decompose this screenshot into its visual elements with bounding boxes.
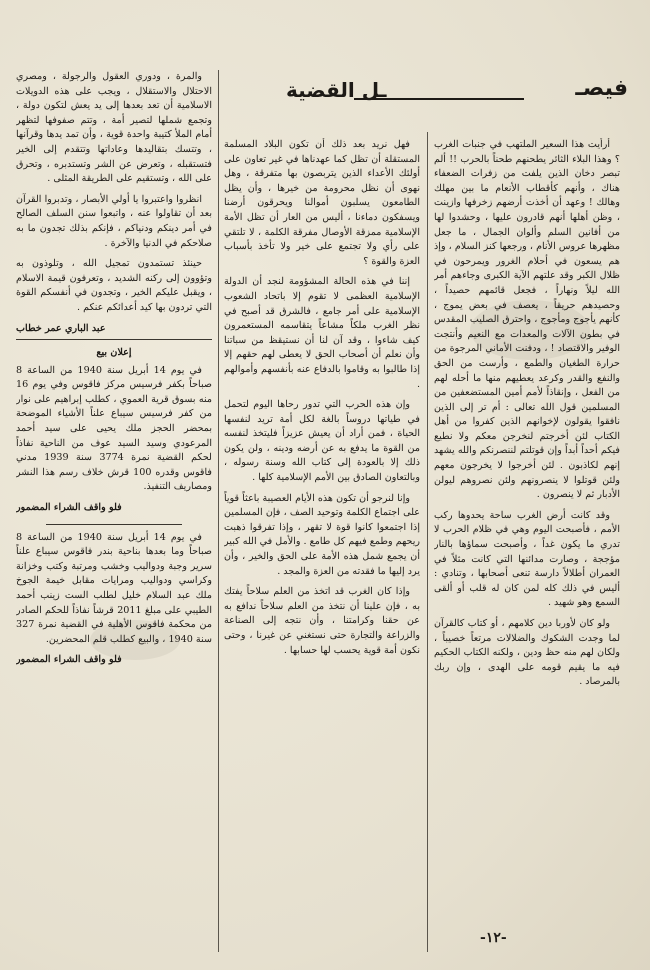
article-column-middle <box>224 138 420 948</box>
paragraph: انظروا واعتبروا يا أولي الأبصار ، وتدبروا القرآن بعد أن تقاولوا عنه ، واتبعوا سنن السلف الصالح في أمر دينكم ودنياكم ، فإنكم بذلك تجدون ما به صلاحكم في الدنيا والآخرة . <box>16 193 212 249</box>
article-column-right <box>434 138 620 948</box>
sale-notice-title: إعلان بيع <box>96 347 132 359</box>
paragraph: أرأيت هذا السعير الملتهب في جنبات الغرب ؟ وهذا البلاء الثائر يطحنهم طحناً بالحرب !! ألم تبصر دخان الذين يلفت من زفرات الضعفاء هناك ، وأنهم كأقطاب الأنعام ما بين مهلك وهالك ! وعهد أن أخذت أرضهم زخرفها وازينت ، وظن أهلها أنهم قادرون عليها ، وحشدوا لها من أفانين السلم وألوان الجمال ، ما جعل مظهرها عروس الأنام ، ورجعها كنز السلام ، وإذ هم يسعون في أحلام الغرور ويمرحون في ظلال الكبر وقد علتهم الآية الكبرى وجاءهم أمر الله ليلاً ونهاراً ، فجعل قائمهم حصيداً ، وحصيدهم حريقاً ، يعصف في بعض يموج ، كأنهم يأجوج ومأجوج ، واحترق الصليب المقدس في بطون الآلات والمعدات مع النعيم وأنتجت الوفير والاقتصاد ! ، ودفنت الأماني المرجوة من حرارة الطغيان والطمع ، وأرست من الحق والنفع والقدر وكرعد يعطيهم منها ما أحله لهم من الفعل ، وإنقاذاً لأمم أمين المستضعفين من المسلمين قول الله تعالى : أم تر إلى الذين نافقوا يقولون لإخوانهم الذين كفروا من أهل الكتاب لئن أخرجتم لنخرجن معكم ولا نطيع فيكم أحداً أبداً وإن قوتلتم لننصرنكم والله يشهد إنهم لكاذبون . لئن أخرجوا لا يخرجون معهم ولئن قوتلوا لا ينصرونهم ولئن نصروهم ليولن الأدبار ثم لا ينصرون . <box>434 139 620 501</box>
article-column-left <box>16 70 212 948</box>
column-divider-left <box>218 70 219 952</box>
paragraph: فهل نريد بعد ذلك أن تكون البلاد المسلمة المستقلة أن تظل كما عهدناها في غير تعاون على أولئك الأعداء الذين يتربصون بها متفرقة ، وهل نهوى أن نظل محرومة من خيرها ، وأن يظل الطامعون يسلبون أموالنا ويحرقون أرضنا ويسفكون دماءنا ، أليس من العار أن تظل الأمة الإسلامية ممزقة الأوصال مفرقة الكلمة ، لا تلتقي على رأي ولا تجتمع على خير ولا تأخذ بأسباب العزة والقوة ؟ <box>224 139 420 267</box>
paragraph: وإذا كان الغرب قد اتخذ من العلم سلاحاً يفتك به ، فإن علينا أن نتخذ من العلم سلاحاً ندافع به عن حقنا وكرامتنا ، وأن نتجه إلى الصناعة والزراعة والتجارة حتى نستغني عن غيرنا ، وحتى نكون أمة قوية يحسب لها حسابها . <box>224 586 420 656</box>
paragraph: ولو كان لأوربا دين كلامهم ، أو كتاب كالقرآن لما وجدت الشكوك والضلالات مرتعاً خصيباً ، ولكان لهم منه حظ ودين ، ولكنه الكتاب الحكيم فيه ما يقيم قومه على الهدى ، وإن ربك بالمرصاد . <box>434 618 620 688</box>
sale-notice-body: في يوم 14 أبريل سنة 1940 من الساعة 8 صباحاً وما بعدها بناحية بندر فاقوس سيباع علناً سرير وجبة ودواليب وخشب ومرتبة وكتب وخزانة وكراسي ودواليب ومرايات مقابل خيمة الجوخ ملك عبد السلام خليل لطلب الست زينب أحمد الطيبي على مبلغ 2011 قرشاً نفاذاً للحكم الصادر من محكمة فاقوس الأهلية في القضية نمرة 327 سنة 1940 ، والبيع كطلب قلم المحضرين. <box>16 531 212 645</box>
author-signature: عبد الباري عمر خطاب <box>16 322 106 334</box>
signature-rule <box>16 339 212 340</box>
sale-notice-sign: فلو واقف الشراء المضمور <box>16 502 122 514</box>
column-divider-right <box>427 132 428 952</box>
paragraph: وإنا لنرجو أن تكون هذه الأيام العصيبة باعثاً قوياً على اجتماع الكلمة وتوحيد الصف ، فإن المسلمين إذا اجتمعوا كانوا قوة لا تقهر ، وإذا تفرقوا ذهبت ريحهم وطمع فيهم كل طامع . والأمل في الله كبير أن يجمع شمل هذه الأمة على الحق والخير ، وأن يرد إليها ما فقدته من العزة والمجد . <box>224 492 420 577</box>
heading-part-1: فيصـ <box>575 76 628 101</box>
sale-notice-sign: فلو واقف الشراء المضمور <box>16 654 122 666</box>
paragraph: إننا في هذه الحالة المشؤومة لنجد أن الدولة الإسلامية العظمى لا تقوم إلا باتحاد الشعوب الإسلامية على أمر جامع ، فالشرق قد أصبح في نظر الغرب ملكاً مشاعاً يتقاسمه المستعمرون كيف شاءوا ، وقد آن لنا أن نستيقظ من سباتنا وأن نعلم أن أصحاب الحق لا يعطى لهم حقهم إلا إذا طالبوا به وقاموا بالدفاع عنه بأنفسهم وأموالهم . <box>224 276 420 390</box>
heading-part-2: ـل القضية <box>286 78 387 102</box>
paragraph: حينئذ تستمدون تمجيل الله ، وتلوذون به وتؤوون إلى ركنه الشديد ، وتعرفون قيمة الاسلام ، ويقبل عليكم الخير ، وتجدون في أنفسكم القوة التي تردون بها كيد أعدائكم عنكم . <box>16 258 212 313</box>
paragraph: والمرة ، ودوري العقول والرجولة ، ومصري الاحتلال والاستقلال ، ويجب على هذه الدويلات الاسلامية أن تعد بعدها إلى يد يعش لتكون دولة ، وتجمع شملها لتصير أمة ، وتتم صفوفها لتظهر أمام الملأ كتيبة واحدة قوية ، وأن تمد يدها وقرآنها ، وتتسك بتقاليدها وعاداتها وتتقدم إلى الخير فتستقبله ، وتعرض عن الشر وتستدبره ، وتحرق على الله ، وتستقيم على الطريقة المثلى . <box>16 71 212 185</box>
article-heading <box>286 76 628 112</box>
paragraph: وقد كانت أرض الغرب ساحة يحدوها ركب الأمم ، فأصبحت اليوم وهي في ظلام الحرب لا تدري ما يكون غداً ، وأصبحت سماؤها بالنار مؤججة ، وصارت مدائنها التي كانت مثلاً في العمران أطلالاً دارسة تنعى أصحابها ، وتنادي : أليس في ذلك كله لمن كان له قلب أو ألقى السمع وهو شهيد . <box>434 509 620 609</box>
sale-notice-body: في يوم 14 أبريل سنة 1940 من الساعة 8 صباحاً بكفر فرسيس مركز فاقوس وفي يوم 16 منه بسوق قرية العموي ، كطلب إبراهيم على نوار من كفر فرسيس سيباع علناً الأشياء الموضحة بمحضر الحجز ملك يحيى على سيد أحمد المرعودي وسيد السيد عوف من الناحية نفاذاً لحكم القضية نمرة 3774 سنة 1939 مدني فاقوس وقدره 100 قرش خلاف رسم هذا النشر ومصاريف التنفيذ. <box>16 364 212 493</box>
paragraph: وإن هذه الحرب التي تدور رحاها اليوم لتحمل في طياتها دروساً بالغة لكل أمة تريد لنفسها الحياة ، فمن أراد أن يعيش عزيزاً فليتخذ لنفسه من القوة ما يدفع به عن أرضه ودينه ، ولن يكون ذلك إلا بالعودة إلى كتاب الله وسنة رسوله ، وبالتعاون الصادق بين الأمم الإسلامية كلها . <box>224 399 420 484</box>
page-number: -١٢- <box>480 930 507 946</box>
notice-separator <box>46 524 182 525</box>
